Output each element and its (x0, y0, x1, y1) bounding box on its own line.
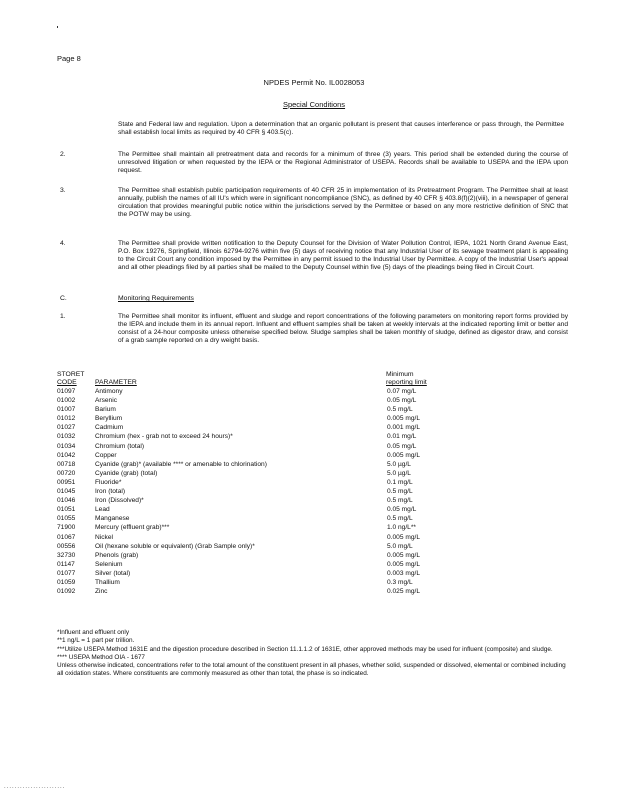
table-row (57, 387, 517, 396)
cell-param: Thallium (95, 578, 120, 586)
cell-code: 01051 (57, 506, 76, 514)
cell-code: 00556 (57, 542, 76, 550)
item-paragraph: The Permittee shall maintain all pretreatment data and records for a minimum of three (3) years. This period shall be extended during the course of unresolved litigation or when requested by the IEPA or the Regional Administrator of USEPA. Records shall be available to USEPA and the IEPA upon request. (118, 151, 568, 175)
table-row (57, 423, 517, 432)
cell-limit: 0.07 mg/L (387, 388, 417, 395)
cell-code: 01055 (57, 515, 76, 523)
cell-param: Nickel (95, 533, 113, 541)
section-heading: Special Conditions (282, 100, 346, 109)
page-number: Page 8 (57, 54, 81, 63)
cell-code: 01002 (57, 397, 76, 405)
cell-limit: 0.005 mg/L (387, 560, 420, 568)
table-row (57, 569, 517, 578)
cell-code: 01147 (57, 560, 75, 568)
table-row (57, 405, 517, 414)
cell-param: Iron (total) (95, 488, 126, 496)
cell-limit: 0.5 mg/L (387, 406, 413, 414)
cell-limit: 0.5 mg/L (387, 515, 413, 523)
cell-param: Cyanide (grab)* (available **** or amenable to chlorination) (95, 460, 267, 468)
cell-param: Antimony (95, 388, 123, 395)
cell-param: Chromium (hex - grab not to exceed 24 hours)* (95, 433, 233, 441)
cell-limit: 0.05 mg/L (387, 397, 417, 405)
cell-param: Arsenic (95, 397, 117, 405)
intro-paragraph: State and Federal law and regulation. Upon a determination that an organic pollutant is present that causes interference or pass through, the Permittee shall establish local limits as required by 40 CFR § 403.5(c). (118, 121, 564, 137)
cell-limit: 0.005 mg/L (387, 415, 420, 423)
cell-param: Cadmium (95, 424, 124, 432)
table-row (57, 432, 517, 441)
cell-limit: 0.01 mg/L (387, 433, 417, 441)
item-number: 4. (60, 240, 66, 247)
cell-param: Barium (95, 406, 116, 414)
cell-param: Phenols (grab) (95, 551, 139, 559)
cell-param: Chromium (total) (95, 442, 145, 450)
cell-param: Lead (95, 506, 110, 514)
cell-code: 01097 (57, 388, 76, 395)
table-row (57, 551, 517, 560)
cell-limit: 0.05 mg/L (387, 442, 417, 450)
scan-artifact: ....................... (4, 784, 66, 790)
cell-param: Iron (Dissolved)* (95, 497, 144, 505)
cell-param: Mercury (effluent grab)*** (95, 524, 170, 532)
cell-code: 01032 (57, 433, 76, 441)
footnote: **** USEPA Method OIA - 1677 (57, 653, 145, 661)
cell-param: Copper (95, 451, 117, 459)
cell-code: 01046 (57, 497, 76, 505)
cell-code: 00720 (57, 469, 76, 477)
table-row (57, 396, 517, 405)
footnote: **1 ng/L = 1 part per trillion. (57, 637, 135, 645)
footnote: *Influent and effluent only (57, 629, 130, 636)
table-row (57, 414, 517, 423)
cell-limit: 0.001 mg/L (387, 424, 420, 432)
table-header-storet (57, 371, 84, 387)
cell-param: Beryllium (95, 415, 123, 423)
table-header-minimum (386, 371, 427, 387)
cell-code: 01059 (57, 578, 76, 586)
table-row (57, 587, 517, 596)
table-row (57, 514, 517, 523)
cell-limit: 0.5 mg/L (387, 497, 413, 505)
cell-code: 32730 (57, 551, 76, 559)
cell-limit: 0.05 mg/L (387, 506, 417, 514)
table-row (57, 505, 517, 514)
table-row (57, 442, 517, 451)
cell-limit: 0.3 mg/L (387, 578, 413, 586)
header-reporting-limit: reporting limit (386, 379, 427, 387)
cell-limit: 0.025 mg/L (387, 588, 420, 596)
item-number: 3. (60, 187, 66, 194)
cell-code: 01034 (57, 442, 76, 450)
cell-param: Oil (hexane soluble or equivalent) (Grab Sample only)* (95, 542, 255, 550)
item-paragraph: The Permittee shall provide written notification to the Deputy Counsel for the Division of Water Pollution Control, IEPA, 1021 North Grand Avenue East, P.O. Box 19276, Springfield, Illinois 62794-9276 within five (5) days of receiving notice that any Industrial User of its sewage treatment plant is appealing to the Circuit Court any condition imposed by the Permittee in any permit issued to the Industrial User by Permittee. A copy of the Industrial User's appeal and all other pleadings filed by all parties shall be mailed to the Deputy Counsel within five (5) days of the pleadings being filed in Circuit Court. (118, 240, 568, 272)
cell-code: 01007 (57, 406, 76, 414)
scan-mark (57, 26, 58, 28)
footnote: Unless otherwise indicated, concentrations refer to the total amount of the constituent present in all phases, whether solid, suspended or dissolved, elemental or combined including all oxidation states. Where constituents are commonly measured as other than total, the phase is so indicated. (57, 662, 566, 678)
table-row (57, 523, 517, 532)
table-row (57, 487, 517, 496)
header-storet: STORET (57, 371, 85, 378)
cell-code: 01012 (57, 415, 76, 423)
section-letter: C. (60, 295, 67, 302)
cell-code: 01077 (57, 569, 76, 577)
item-paragraph: The Permittee shall establish public participation requirements of 40 CFR 25 in implementation of its Pretreatment Program. The Permittee shall at least annually, publish the names of all IU's which were in significant noncompliance (SNC), as defined by 40 CFR § 403.8(f)(2)(viii), in a newspaper of general circulation that provides meaningful public notice within the jurisdictions served by the Permittee or based on any more restrictive definition of SNC that the POTW may be using. (118, 187, 568, 219)
header-code: CODE (57, 379, 77, 387)
cell-limit: 0.1 mg/L (387, 478, 413, 486)
cell-code: 01067 (57, 533, 76, 541)
cell-limit: 0.005 mg/L (387, 451, 420, 459)
table-row (57, 451, 517, 460)
cell-limit: 0.003 mg/L (387, 569, 420, 577)
table-row (57, 478, 517, 487)
cell-param: Manganese (95, 515, 130, 523)
cell-limit: 0.005 mg/L (387, 551, 420, 559)
cell-code: 01045 (57, 488, 76, 496)
cell-limit: 5.0 µg/L (387, 460, 411, 468)
header-minimum: Minimum (386, 371, 414, 378)
cell-code: 01092 (57, 588, 76, 596)
cell-param: Selenium (95, 560, 123, 568)
table-row (57, 533, 517, 542)
table-row (57, 578, 517, 587)
monitoring-paragraph: The Permittee shall monitor its influent, effluent and sludge and report concentrations of the following parameters on monitoring report forms provided by the IEPA and include them in its annual report. Influent and effluent samples shall be taken at weekly intervals at the indicated reporting limit or better and consist of a 24-hour composite unless otherwise specified below. Sludge samples shall be taken monthly of sludge, defined as digestor draw, and consist of a grab sample reported on a dry weight basis. (118, 313, 568, 345)
table-row (57, 496, 517, 505)
cell-code: 00951 (57, 478, 76, 486)
cell-limit: 5.0 mg/L (387, 542, 413, 550)
footnote: ***Utilize USEPA Method 1631E and the digestion procedure described in Section 11.1.1.2 of 1631E, other approved methods may be used for influent (composite) and sludge. (57, 645, 553, 653)
table-row (57, 460, 517, 469)
table-row (57, 542, 517, 551)
parameter-table (57, 387, 517, 596)
cell-limit: 0.005 mg/L (387, 533, 420, 541)
footnotes (57, 629, 567, 679)
section-title: Monitoring Requirements (118, 295, 194, 302)
cell-limit: 1.0 ng/L** (387, 524, 416, 532)
cell-code: 71900 (57, 524, 76, 532)
cell-param: Fluoride* (95, 478, 122, 486)
permit-number: NPDES Permit No. IL0028053 (263, 78, 365, 87)
cell-param: Zinc (95, 588, 108, 596)
cell-limit: 5.0 µg/L (387, 469, 411, 477)
cell-limit: 0.5 mg/L (387, 488, 413, 496)
item-number: 2. (60, 151, 66, 158)
cell-code: 01042 (57, 451, 76, 459)
cell-param: Cyanide (grab) (total) (95, 469, 158, 477)
item-number: 1. (60, 313, 66, 320)
cell-code: 00718 (57, 460, 76, 468)
header-parameter: PARAMETER (95, 379, 137, 386)
cell-param: Silver (total) (95, 569, 131, 577)
cell-code: 01027 (57, 424, 76, 432)
table-row (57, 560, 517, 569)
table-row (57, 469, 517, 478)
